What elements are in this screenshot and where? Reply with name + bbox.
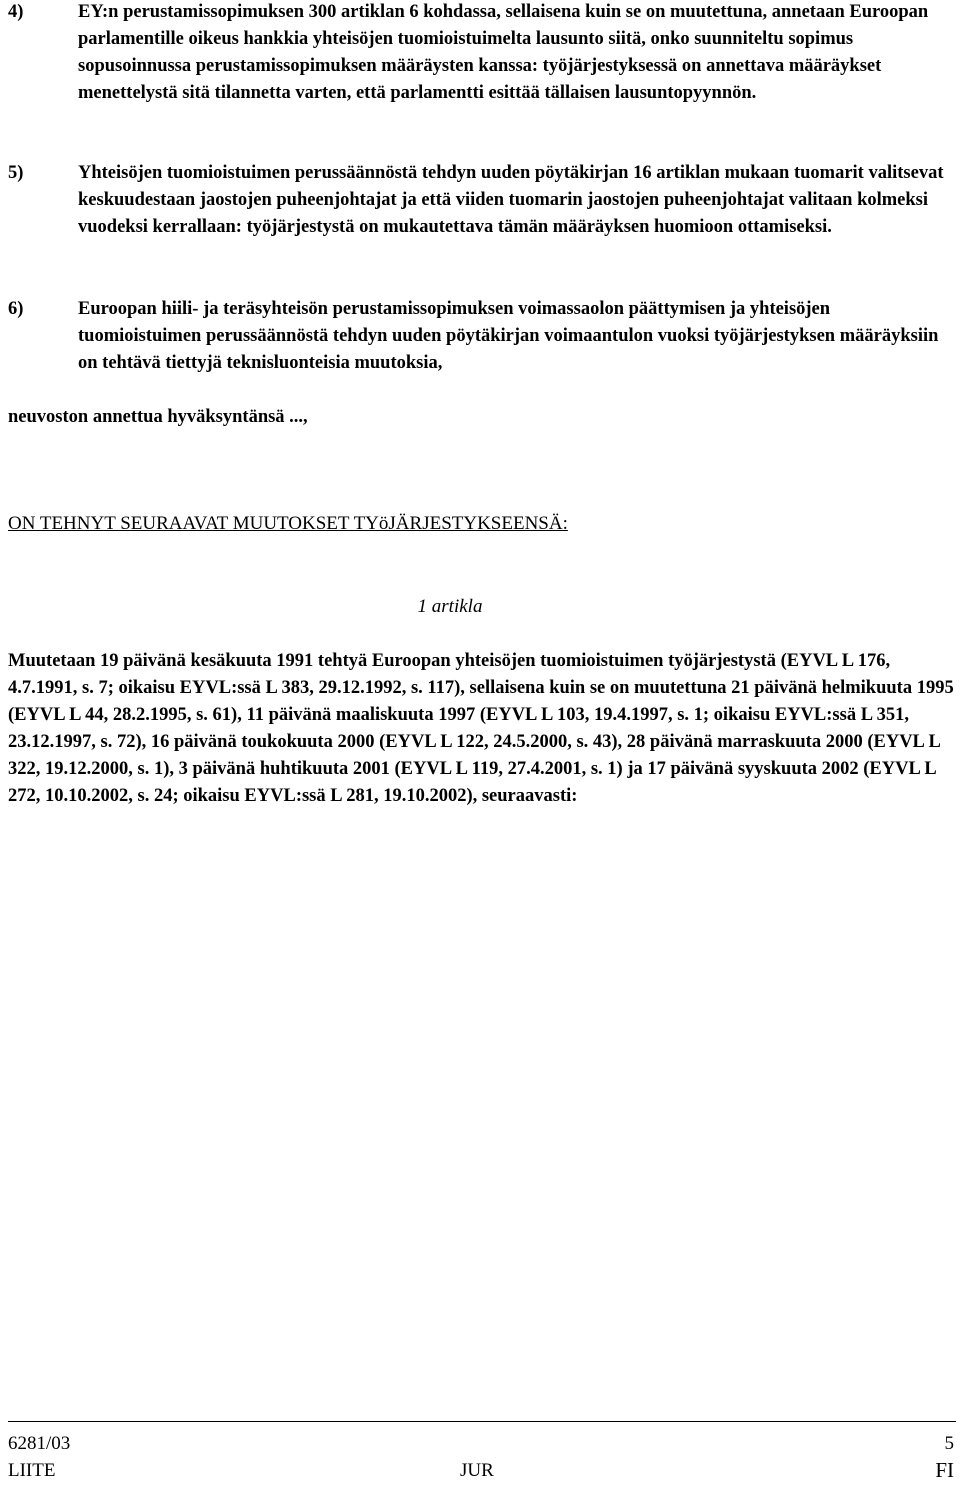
footer-annex-label: LIITE xyxy=(8,1460,56,1481)
article-body: Muutetaan 19 päivänä kesäkuuta 1991 tehtyä Euroopan yhteisöjen tuomioistuimen työjärjestystä (EYVL L 176, 4.7.1991, s. 7; oikaisu EYVL:ssä L 383, 29.12.1992, s. 117), sellaisena kuin se on muutettuna 21 päivänä helmikuuta 1995 (EYVL L 44, 28.2.1995, s. 61), 11 päivänä maaliskuuta 1997 (EYVL L 103, 19.4.1997, s. 1; oikaisu EYVL:ssä L 351, 23.12.1997, s. 72), 16 päivänä toukokuuta 2000 (EYVL L 122, 24.5.2000, s. 43), 28 päivänä marraskuuta 2000 (EYVL L 322, 19.12.2000, s. 1), 3 päivänä huhtikuuta 2001 (EYVL L 119, 27.4.2001, s. 1) ja 17 päivänä syyskuuta 2002 (EYVL L 272, 10.10.2002, s. 24; oikaisu EYVL:ssä L 281, 19.10.2002), seuraavasti: xyxy=(8,651,954,806)
footer-divider xyxy=(8,1421,956,1422)
footer-language: FI xyxy=(935,1458,954,1482)
section-heading: ON TEHNYT SEURAAVAT MUUTOKSET TYöJÄRJESTYKSEENSÄ: xyxy=(8,513,568,534)
recital-text: Yhteisöjen tuomioistuimen perussäännöstä tehdyn uuden pöytäkirjan 16 artiklan mukaan tuomarit valitsevat keskuudestaan jaostojen puheenjohtajat ja että viiden tuomarin jaostojen puheenjohtajat valitaan kolmeksi vuodeksi kerrallaan: työjärjestystä on mukautettava tämän määräyksen huomioon ottamiseksi. xyxy=(78,163,944,237)
recital-number: 6) xyxy=(8,299,24,319)
recital-text: Euroopan hiili- ja teräsyhteisön perustamissopimuksen voimassaolon päättymisen ja yhteisöjen tuomioistuimen perussäännöstä tehdyn uuden pöytäkirjan voimaantulon vuoksi työjärjestyksen määräyksiin on tehtävä tiettyjä teknisluonteisia muutoksia, xyxy=(78,299,939,373)
closing-line: neuvoston annettua hyväksyntänsä ..., xyxy=(8,407,308,427)
footer-doc-number: 6281/03 xyxy=(8,1433,71,1454)
recital-number: 4) xyxy=(8,2,24,22)
recital-6 xyxy=(8,296,956,377)
footer-page-number: 5 xyxy=(944,1433,954,1454)
article-title: 1 artikla xyxy=(417,596,483,617)
recital-5 xyxy=(8,160,956,241)
recital-text: EY:n perustamissopimuksen 300 artiklan 6 kohdassa, sellaisena kuin se on muutettuna, annetaan Euroopan parlamentille oikeus hankkia yhteisöjen tuomioistuimelta lausunto siitä, onko suunniteltu sopimus sopusoinnussa perustamissopimuksen määräysten kanssa: työjärjestyksessä on annettava määräykset menettelystä sitä tilannetta varten, että parlamentti esittää tällaisen lausuntopyynnön. xyxy=(78,2,929,103)
recital-number: 5) xyxy=(8,163,24,183)
recital-4 xyxy=(8,0,956,107)
footer-directorate: JUR xyxy=(460,1460,494,1481)
